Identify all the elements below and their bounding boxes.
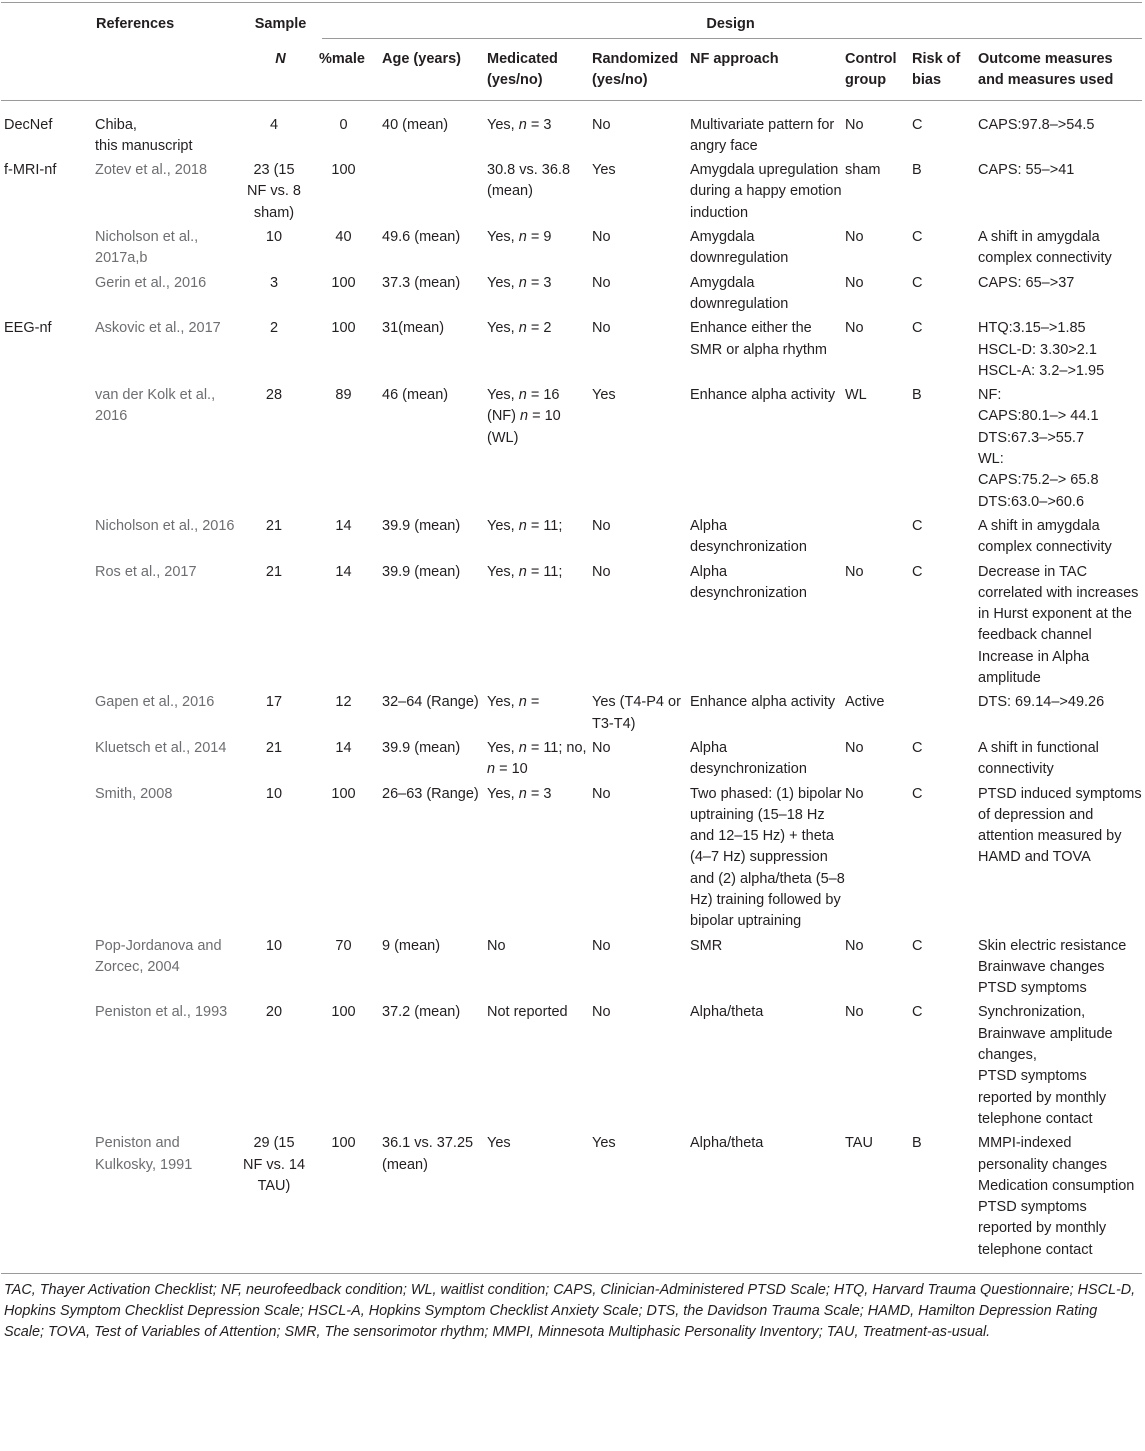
cell-randomized: No	[592, 563, 611, 580]
n-symbol: n	[518, 739, 527, 756]
cell-group: f-MRI-nf	[4, 162, 57, 179]
cell-pct-male: 100	[331, 274, 356, 291]
cell-outcome: Decrease in TAC correlated with increases in Hurst exponent at the feedback channel Increase in Alpha amplitude	[978, 563, 1139, 687]
cell-control-group: Active	[845, 694, 885, 711]
header-nf-approach: NF approach	[690, 38, 845, 100]
table-container	[1, 0, 1142, 1343]
cell-reference: Askovic et al., 2017	[95, 320, 221, 337]
cell-pct-male: 100	[331, 1004, 356, 1021]
cell-nf-approach: Amygdala upregulation during a happy emotion induction	[690, 162, 842, 221]
cell-nf-approach: Amygdala downregulation	[690, 274, 789, 312]
cell-n: 20	[265, 1004, 283, 1021]
table-row	[1, 384, 1142, 515]
cell-risk-of-bias: B	[912, 162, 922, 179]
cell-n: 2	[269, 320, 279, 337]
header-randomized: Randomized (yes/no)	[592, 38, 690, 100]
n-symbol: n	[518, 517, 527, 534]
design-underline	[322, 38, 1142, 39]
table-row	[1, 737, 1142, 783]
header-control-group: Control group	[845, 38, 912, 100]
cell-control-group: No	[845, 563, 864, 580]
cell-age: 36.1 vs. 37.25 (mean)	[382, 1132, 487, 1273]
cell-randomized: No	[592, 937, 611, 954]
cell-nf-approach: Amygdala downregulation	[690, 229, 789, 267]
cell-age: 39.9 (mean)	[382, 739, 461, 756]
cell-control-group: sham	[845, 162, 881, 179]
cell-n: 10	[265, 229, 283, 246]
cell-n: 10	[265, 937, 283, 954]
cell-risk-of-bias: C	[912, 937, 923, 954]
header-references: References	[96, 16, 175, 32]
cell-n: 10	[265, 785, 283, 802]
cell-group	[1, 515, 95, 561]
header-medicated: Medicated (yes/no)	[487, 38, 592, 100]
header-age: Age (years)	[382, 38, 487, 100]
table-row	[1, 317, 1142, 384]
n-symbol: n	[520, 408, 529, 425]
cell-reference: Smith, 2008	[95, 785, 173, 802]
cell-age: 9 (mean)	[382, 937, 441, 954]
cell-nf-approach: Multivariate pattern for angry face	[690, 116, 835, 154]
cell-nf-approach: Enhance either the SMR or alpha rhythm	[690, 320, 827, 358]
cell-medicated: Not reported	[487, 1004, 568, 1021]
table-row	[1, 1132, 1142, 1273]
cell-pct-male: 14	[335, 563, 352, 580]
cell-control-group: WL	[845, 387, 867, 404]
header-design	[319, 3, 1142, 39]
cell-reference: Kluetsch et al., 2014	[95, 739, 227, 756]
cell-medicated: Yes, n = 3	[487, 116, 552, 133]
cell-randomized: Yes	[592, 162, 616, 179]
cell-pct-male: 0	[339, 116, 348, 133]
cell-pct-male: 100	[331, 785, 356, 802]
cell-reference: Chiba, this manuscript	[95, 116, 193, 154]
cell-control-group: No	[845, 785, 864, 802]
header-n: N	[242, 38, 319, 100]
cell-nf-approach: Alpha/theta	[690, 1004, 764, 1021]
table-row	[1, 935, 1142, 1002]
cell-group	[1, 272, 95, 318]
header-row-1	[1, 3, 1142, 39]
cell-nf-approach: Alpha/theta	[690, 1132, 845, 1273]
table-row	[1, 100, 1142, 159]
cell-n: 21	[265, 563, 283, 580]
header-design-label: Design	[706, 16, 755, 32]
cell-reference: Pop-Jordanova and Zorcec, 2004	[95, 937, 222, 975]
cell-reference: Nicholson et al., 2016	[95, 517, 235, 534]
cell-pct-male: 40	[335, 229, 352, 246]
cell-risk-of-bias: C	[912, 229, 923, 246]
study-table	[1, 2, 1142, 1343]
cell-n: 29 (15 NF vs. 14 TAU)	[242, 1132, 319, 1273]
cell-reference: Zotev et al., 2018	[95, 162, 208, 179]
cell-pct-male: 70	[335, 937, 352, 954]
table-body	[1, 100, 1142, 1273]
n-symbol: n	[518, 563, 527, 580]
n-symbol: n	[518, 116, 527, 133]
cell-randomized: No	[592, 320, 611, 337]
cell-nf-approach: Enhance alpha activity	[690, 387, 836, 404]
cell-control-group: No	[845, 320, 864, 337]
header-row-2	[1, 38, 1142, 100]
cell-group: DecNef	[4, 116, 53, 133]
table-row	[1, 515, 1142, 561]
cell-group	[1, 561, 95, 692]
cell-outcome: A shift in functional connectivity	[978, 739, 1099, 778]
cell-outcome: CAPS: 55–>41	[978, 162, 1075, 179]
header-pct-male: %male	[319, 38, 382, 100]
cell-medicated: Yes, n = 3	[487, 274, 552, 291]
cell-group: EEG-nf	[4, 320, 52, 337]
cell-nf-approach: Enhance alpha activity	[690, 694, 836, 711]
header-sample: Sample	[254, 16, 307, 32]
cell-outcome: A shift in amygdala complex connectivity	[978, 517, 1112, 556]
n-symbol: n	[518, 387, 527, 404]
cell-outcome: HTQ:3.15–>1.85 HSCL-D: 3.30>2.1 HSCL-A: 3.2–>1.95	[978, 320, 1105, 379]
cell-pct-male: 14	[335, 517, 352, 534]
cell-randomized: No	[592, 1004, 611, 1021]
cell-medicated: Yes	[487, 1132, 592, 1273]
cell-age: 37.3 (mean)	[382, 274, 461, 291]
cell-age: 39.9 (mean)	[382, 517, 461, 534]
cell-n: 17	[265, 694, 283, 711]
header-outcome: Outcome measures and measures used	[978, 38, 1142, 100]
cell-group	[1, 783, 95, 935]
cell-pct-male: 12	[335, 694, 352, 711]
cell-outcome: MMPI-indexed personality changes Medication consumption PTSD symptoms reported by monthly telephone contact	[978, 1132, 1142, 1273]
cell-randomized: No	[592, 274, 611, 291]
cell-medicated: Yes, n = 2	[487, 320, 552, 337]
table-row	[1, 691, 1142, 737]
table-row	[1, 783, 1142, 935]
n-symbol: n	[518, 694, 527, 711]
cell-reference: Peniston et al., 1993	[95, 1004, 228, 1021]
cell-n: 23 (15 NF vs. 8 sham)	[247, 162, 301, 221]
cell-nf-approach: Two phased: (1) bipolar uptraining (15–18 Hz and 12–15 Hz) + theta (4–7 Hz) suppression and (2) alpha/theta (5–8 Hz) training followed by bipolar uptraining	[690, 785, 845, 930]
cell-reference: Ros et al., 2017	[95, 563, 197, 580]
cell-pct-male: 14	[335, 739, 352, 756]
cell-reference: van der Kolk et al., 2016	[95, 387, 216, 425]
cell-control-group: No	[845, 229, 864, 246]
table-row	[1, 272, 1142, 318]
cell-risk-of-bias: C	[912, 517, 923, 534]
cell-group	[1, 737, 95, 783]
cell-control-group: No	[845, 937, 864, 954]
table-footnote: TAC, Thayer Activation Checklist; NF, neurofeedback condition; WL, waitlist condition; CAPS, Clinician-Administered PTSD Scale; HTQ, Harvard Trauma Questionnaire; HSCL-D, Hopkins Symptom Checklist Depression Scale; HSCL-A, Hopkins Symptom Checklist Anxiety Scale; DTS, the Davidson Trauma Scale; HAMD, Hamilton Depression Rating Scale; TOVA, Test of Variables of Attention; SMR, The sensorimotor rhythm; MMPI, Minnesota Multiphasic Personality Inventory; TAU, Treatment-as-usual.	[1, 1274, 1142, 1344]
cell-reference: Gerin et al., 2016	[95, 274, 207, 291]
table-row	[1, 1001, 1142, 1132]
cell-pct-male: 100	[331, 162, 356, 179]
table-row	[1, 159, 1142, 226]
cell-reference: Peniston and Kulkosky, 1991	[95, 1132, 242, 1273]
cell-risk-of-bias: B	[912, 1132, 978, 1273]
cell-medicated: Yes, n = 11;	[487, 563, 563, 580]
cell-control-group: No	[845, 1004, 864, 1021]
cell-risk-of-bias: C	[912, 739, 923, 756]
cell-group	[1, 226, 95, 272]
cell-randomized: No	[592, 739, 611, 756]
n-symbol: n	[518, 274, 527, 291]
cell-n: 21	[265, 739, 283, 756]
cell-control-group: No	[845, 739, 864, 756]
cell-medicated: Yes, n = 16 (NF) n = 10 (WL)	[487, 387, 561, 446]
cell-age: 40 (mean)	[382, 116, 449, 133]
cell-risk-of-bias: C	[912, 785, 923, 802]
cell-risk-of-bias: C	[912, 116, 923, 133]
cell-age: 37.2 (mean)	[382, 1004, 461, 1021]
cell-n: 3	[269, 274, 279, 291]
cell-medicated: No	[487, 937, 506, 954]
cell-age: 49.6 (mean)	[382, 229, 461, 246]
cell-randomized: Yes	[592, 387, 616, 404]
cell-risk-of-bias: B	[912, 387, 922, 404]
cell-medicated: Yes, n = 9	[487, 229, 552, 246]
cell-outcome: CAPS: 65–>37	[978, 274, 1075, 291]
cell-randomized: No	[592, 517, 611, 534]
cell-control-group: No	[845, 274, 864, 291]
cell-group	[1, 935, 95, 1002]
cell-randomized: Yes (T4-P4 or T3-T4)	[592, 694, 681, 732]
table-row	[1, 226, 1142, 272]
cell-outcome: NF: CAPS:80.1–> 44.1 DTS:67.3–>55.7 WL: CAPS:75.2–> 65.8 DTS:63.0–>60.6	[978, 387, 1099, 510]
cell-randomized: No	[592, 229, 611, 246]
cell-medicated: Yes, n = 11;	[487, 517, 563, 534]
cell-outcome: CAPS:97.8–>54.5	[978, 116, 1095, 133]
cell-age: 32–64 (Range)	[382, 694, 479, 711]
cell-risk-of-bias: C	[912, 563, 923, 580]
cell-age: 46 (mean)	[382, 387, 449, 404]
n-symbol: n	[487, 761, 496, 778]
cell-medicated: Yes, n =	[487, 694, 540, 711]
cell-n: 28	[265, 387, 283, 404]
cell-medicated: 30.8 vs. 36.8 (mean)	[487, 162, 571, 200]
cell-reference: Gapen et al., 2016	[95, 694, 215, 711]
cell-outcome: A shift in amygdala complex connectivity	[978, 229, 1112, 267]
cell-n: 21	[265, 517, 283, 534]
cell-age	[382, 159, 487, 226]
cell-pct-male: 100	[319, 1132, 382, 1273]
header-risk-of-bias: Risk of bias	[912, 38, 978, 100]
cell-control-group: No	[845, 116, 864, 133]
cell-group	[1, 384, 95, 515]
cell-age: 39.9 (mean)	[382, 563, 461, 580]
cell-age: 31(mean)	[382, 320, 445, 337]
table-row	[1, 561, 1142, 692]
table-header	[1, 3, 1142, 101]
cell-outcome: DTS: 69.14–>49.26	[978, 694, 1105, 711]
cell-pct-male: 89	[335, 387, 352, 404]
cell-risk-of-bias: C	[912, 1004, 923, 1021]
cell-age: 26–63 (Range)	[382, 785, 479, 802]
cell-outcome: PTSD induced symptoms of depression and attention measured by HAMD and TOVA	[978, 785, 1142, 866]
cell-control-group	[845, 515, 912, 561]
cell-reference: Nicholson et al., 2017a,b	[95, 229, 199, 267]
cell-randomized: Yes	[592, 1132, 690, 1273]
cell-nf-approach: Alpha desynchronization	[690, 739, 807, 778]
cell-group	[1, 691, 95, 737]
cell-group	[1, 1132, 95, 1273]
cell-medicated: Yes, n = 3	[487, 785, 552, 802]
cell-risk-of-bias: C	[912, 274, 923, 291]
cell-medicated: Yes, n = 11; no, n = 10	[487, 739, 587, 778]
n-symbol: n	[518, 785, 527, 802]
cell-nf-approach: SMR	[690, 937, 723, 954]
cell-group	[1, 1001, 95, 1132]
cell-pct-male: 100	[331, 320, 356, 337]
cell-randomized: No	[592, 116, 611, 133]
cell-control-group: TAU	[845, 1132, 912, 1273]
cell-risk-of-bias	[912, 691, 978, 737]
n-symbol: n	[518, 229, 527, 246]
cell-n: 4	[269, 116, 279, 133]
cell-risk-of-bias: C	[912, 320, 923, 337]
cell-outcome: Skin electric resistance Brainwave changes PTSD symptoms	[978, 937, 1127, 997]
n-symbol: n	[518, 320, 527, 337]
cell-randomized: No	[592, 785, 611, 802]
cell-nf-approach: Alpha desynchronization	[690, 563, 807, 601]
cell-nf-approach: Alpha desynchronization	[690, 517, 807, 556]
cell-outcome: Synchronization, Brainwave amplitude changes, PTSD symptoms reported by monthly telephone contact	[978, 1004, 1113, 1127]
